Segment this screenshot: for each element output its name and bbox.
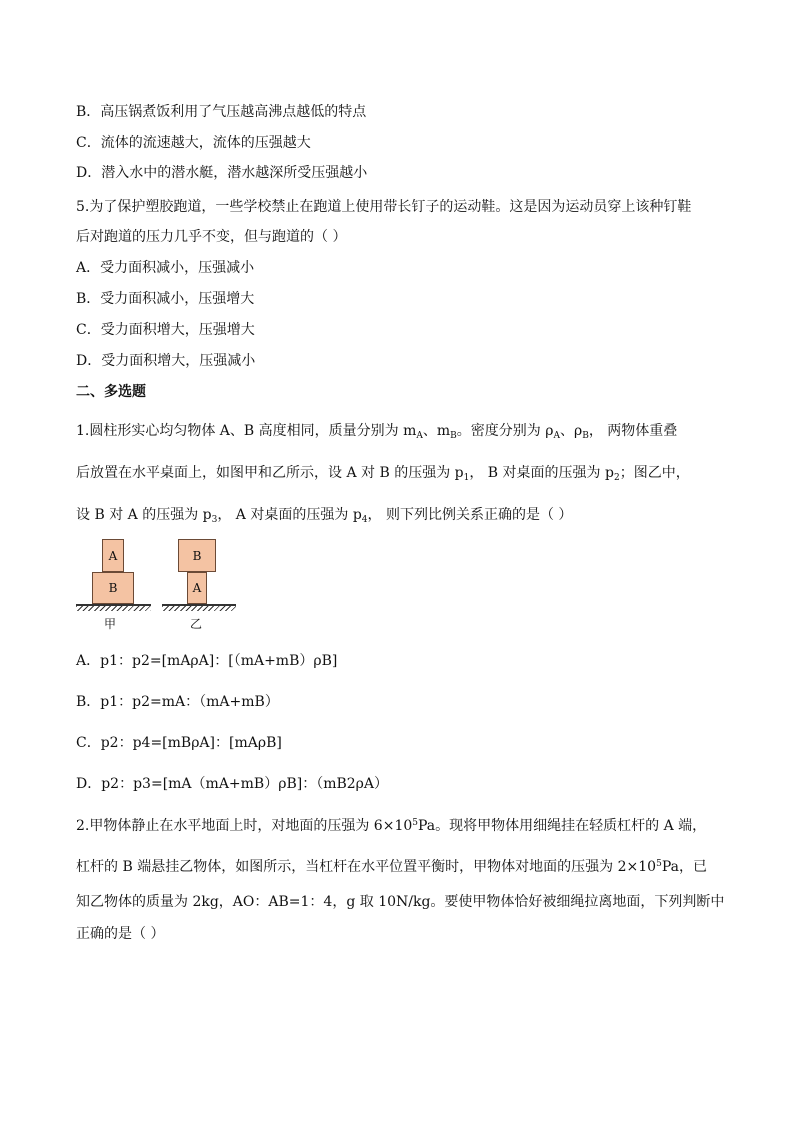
mc-question-1-line-3: 设 B 对 A 的压强为 $p_3$， A 对桌面的压强为 $p_4$， 则下列比例关系正确的是（ ） xyxy=(76,507,573,525)
yi-block-bottom: A xyxy=(187,572,207,604)
question-5-line-2: 后对跑道的压力几乎不变，但与跑道的（ ） xyxy=(76,229,347,245)
option-b-line: B．高压锅煮饭利用了气压越高沸点越低的特点 xyxy=(76,104,367,120)
yi-block-top: B xyxy=(178,539,216,572)
yi-label: 乙 xyxy=(190,617,203,631)
mc-question-2-line-4: 正确的是（ ） xyxy=(76,926,165,942)
jia-ground-hatch xyxy=(76,606,151,611)
mc-question-1-option-c: C．p2：p4=[mBρA]：[mAρB] xyxy=(76,735,282,751)
question-5-option-d: D．受力面积增大，压强减小 xyxy=(76,353,256,369)
mc-question-2-line-1: 2.甲物体静止在水平地面上时，对地面的压强为 $6\times 10^5Pa$。现将甲物体用细绳挂在轻质杠杆的 A 端， xyxy=(76,818,707,834)
mc-question-1-line-1: 1.圆柱形实心均匀物体 A、B 高度相同，质量分别为 $m_A$、$m_B$。密度分别为 $\rho_A$、$\rho_B$， 两物体重叠 xyxy=(76,423,678,441)
yi-ground-hatch xyxy=(162,606,236,611)
mc-question-1-option-a: A．p1：p2=[mAρA]：[（mA+mB）ρB] xyxy=(76,653,338,669)
mc-question-2-line-2: 杠杆的 B 端悬挂乙物体，如图所示，当杠杆在水平位置平衡时，甲物体对地面的压强为 $2\times 10^5Pa$，已 xyxy=(76,859,707,875)
question-5-option-b: B．受力面积减小，压强增大 xyxy=(76,291,255,307)
question-5-option-a: A．受力面积减小，压强减小 xyxy=(76,260,255,276)
jia-label: 甲 xyxy=(104,617,117,631)
jia-block-top: A xyxy=(102,539,124,572)
question-5-option-c: C．受力面积增大，压强增大 xyxy=(76,322,255,338)
option-d-line: D．潜入水中的潜水艇，潜水越深所受压强越小 xyxy=(76,165,368,181)
mc-question-1-line-2: 后放置在水平桌面上，如图甲和乙所示，设 A 对 B 的压强为 $p_1$， B 对桌面的压强为 $p_2$；图乙中， xyxy=(76,465,690,483)
jia-block-bottom: B xyxy=(92,572,134,604)
option-c-line: C．流体的流速越大，流体的压强越大 xyxy=(76,135,311,151)
section-heading-multi-choice: 二、多选题 xyxy=(76,384,146,400)
stacked-blocks-figure xyxy=(76,538,256,633)
mc-question-2-line-3: 知乙物体的质量为 2kg，AO：AB=1：4，g 取 10N/kg。要使甲物体恰好被细绳拉离地面，下列判断中 xyxy=(76,894,725,910)
mc-question-1-option-d: D．p2：p3=[mA（mA+mB）ρB]：（mB2ρA） xyxy=(76,776,389,792)
mc-question-1-option-b: B．p1：p2=mA：（mA+mB） xyxy=(76,694,279,710)
question-5-line-1: 5.为了保护塑胶跑道，一些学校禁止在跑道上使用带长钉子的运动鞋。这是因为运动员穿上该种钉鞋 xyxy=(76,199,692,215)
